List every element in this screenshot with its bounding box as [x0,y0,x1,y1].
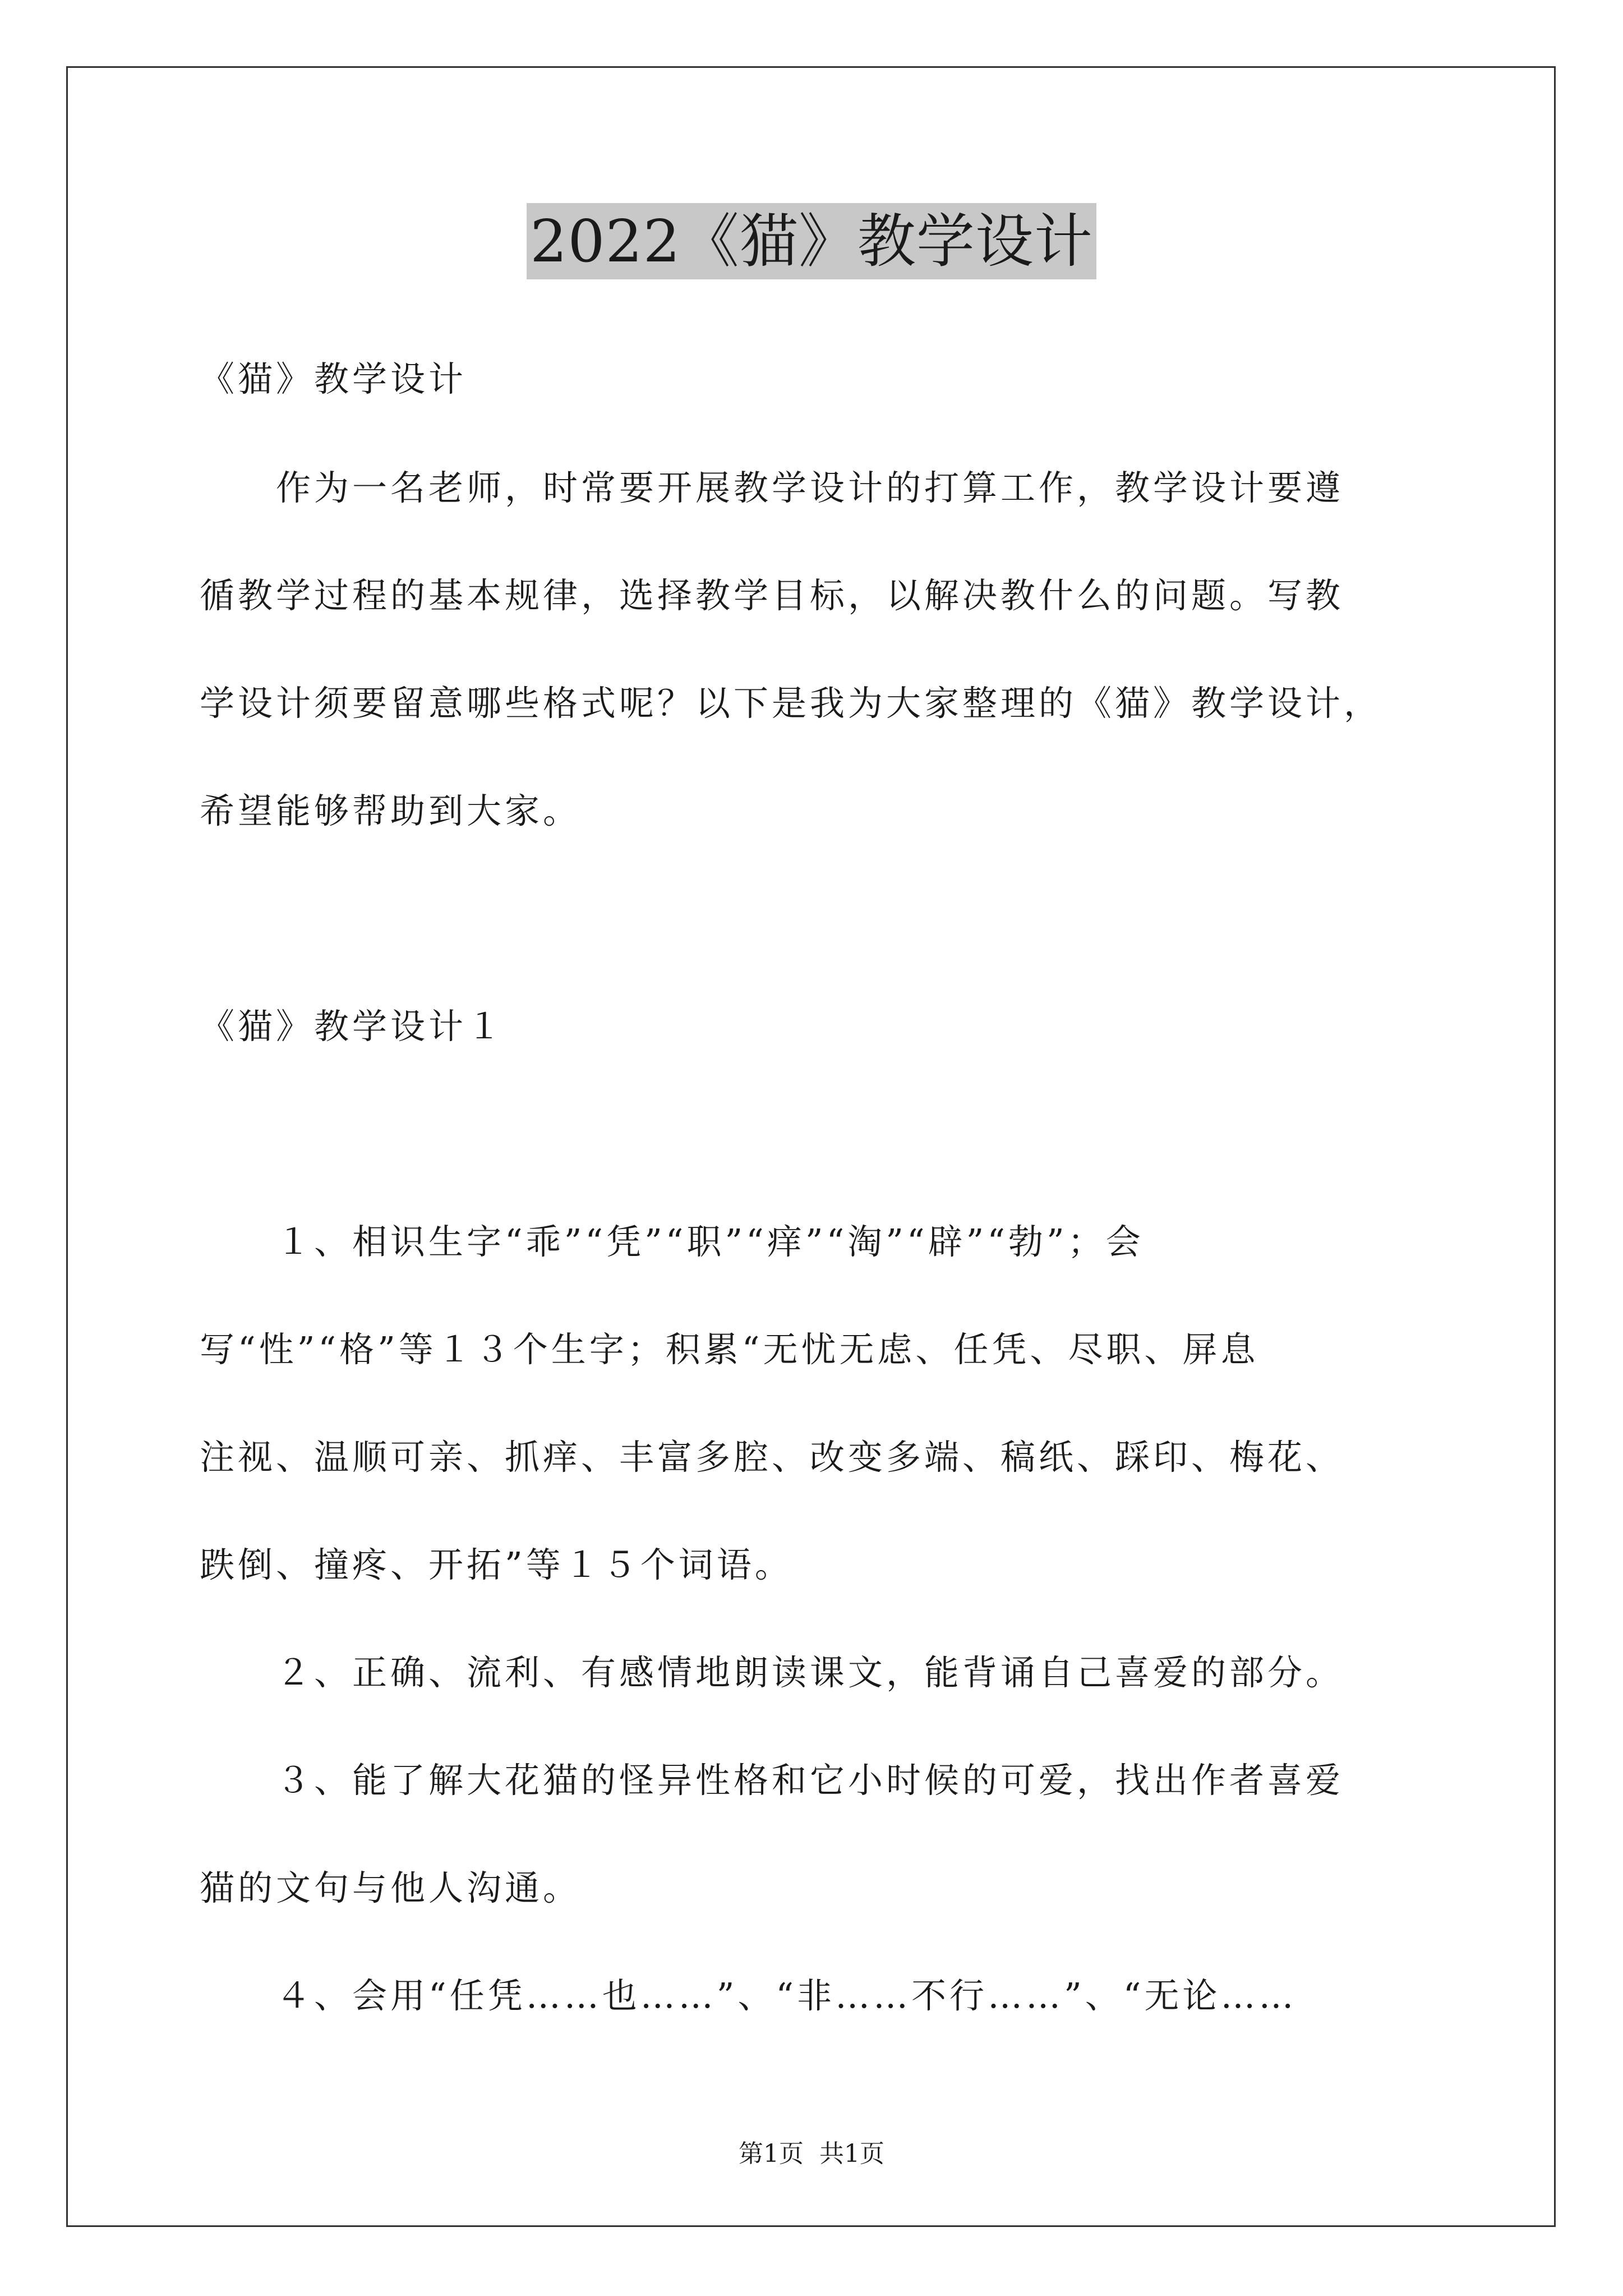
body-line: ２、正确、流利、有感情地朗读课文，能背诵自己喜爱的部分。 [200,1652,1344,1693]
body-line: 猫的文句与他人沟通。 [200,1867,582,1908]
document-title: 2022《猫》教学设计 [527,203,1096,279]
title-container [0,203,1623,279]
intro-line: 学设计须要留意哪些格式呢？以下是我为大家整理的《猫》教学设计， [200,683,1382,724]
body-line: ３、能了解大花猫的怪异性格和它小时候的可爱，找出作者喜爱 [200,1760,1344,1801]
body-line: 写“性”“格”等１３个生字；积累“无忧无虑、任凭、尽职、屏息 [200,1329,1259,1370]
page-number: 第1页 [739,2139,804,2168]
page-footer [0,2137,1623,2171]
subtitle: 《猫》教学设计 [200,358,467,399]
intro-line: 希望能够帮助到大家。 [200,790,582,831]
body-line: 注视、温顺可亲、抓痒、丰富多腔、改变多端、稿纸、踩印、梅花、 [200,1437,1344,1478]
body-line: 跌倒、撞疼、开拓”等１５个词语。 [200,1544,793,1585]
intro-line: 作为一名老师，时常要开展教学设计的打算工作，教学设计要遵 [200,467,1344,508]
body-line: １、相识生字“乖”“凭”“职”“痒”“淘”“辟”“勃”；会 [200,1221,1144,1262]
page-total: 共1页 [819,2139,884,2168]
intro-line: 循教学过程的基本规律，选择教学目标，以解决教什么的问题。写教 [200,575,1344,616]
body-line: ４、会用“任凭……也……”、“非……不行……”、“无论…… [200,1975,1297,2016]
section-heading: 《猫》教学设计１ [200,1006,505,1047]
